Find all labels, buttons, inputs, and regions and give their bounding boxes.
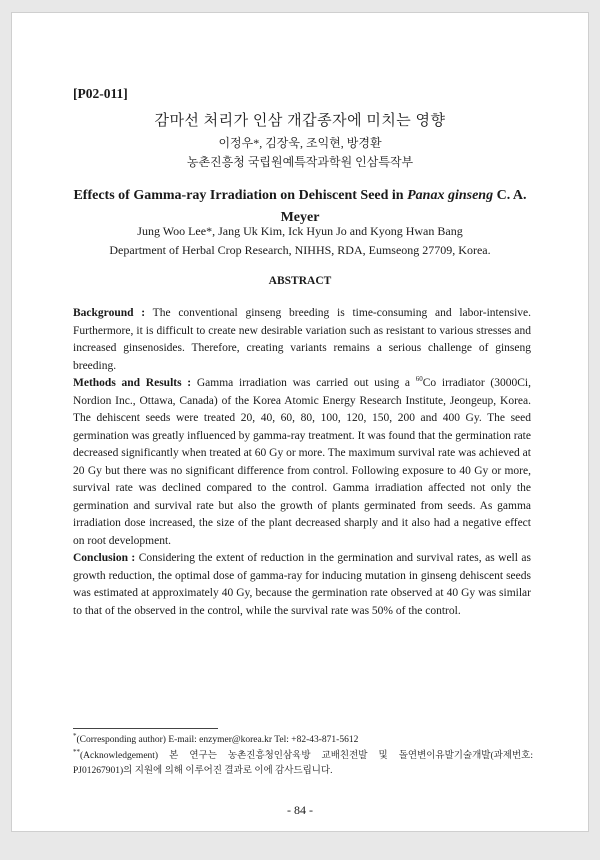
footnote-corresponding	[73, 733, 533, 748]
abstract-heading: ABSTRACT	[268, 275, 332, 287]
korean-title: 감마선 처리가 인삼 개갑종자에 미치는 영향	[154, 113, 446, 129]
background-label: Background :	[73, 307, 146, 319]
paper-page	[11, 12, 589, 832]
footnote-acknowledgement	[73, 749, 533, 779]
footnote-mark: *	[73, 731, 77, 740]
abstract-code: [P02-011]	[73, 86, 128, 101]
footnote-rule	[73, 728, 218, 729]
english-authors: Jung Woo Lee*, Jang Uk Kim, Ick Hyun Jo and Kyong Hwan Bang	[137, 224, 463, 238]
background-paragraph	[73, 305, 531, 375]
methods-label: Methods and Results :	[73, 377, 192, 389]
abstract-body	[73, 305, 531, 620]
conclusion-paragraph	[73, 550, 531, 620]
english-affiliation: Department of Herbal Crop Research, NIHHS, RDA, Eumseong 27709, Korea.	[109, 243, 491, 257]
title-text-before: Effects of Gamma-ray Irradiation on Dehiscent Seed in	[73, 188, 408, 203]
english-title	[62, 185, 538, 229]
isotope-mass: 60	[415, 375, 423, 384]
footnote-text: (Acknowledgement) 본 연구는 농촌진흥청인삼육방 교배친전발 및 돌연변이유발기술개발(과제번호: PJ01267901)의 지원에 의해 이루어진 결과로 이에 감사드립니다.	[73, 751, 533, 776]
page-number: - 84 -	[287, 803, 313, 817]
conclusion-text: Considering the extent of reduction in the germination and survival rates, as well as growth reduction, the optimal dose of gamma-ray for inducing mutation in ginseng dehiscent seeds was estimated at approximately 40 Gy, because the germination rate observed at 40 Gy was similar to that of the observed in the control, while the survival rate was 50% of the control.	[73, 552, 531, 617]
methods-paragraph	[73, 375, 531, 550]
footnote-mark: **	[73, 747, 80, 756]
background-text: The conventional ginseng breeding is time-consuming and labor-intensive. Furthermore, it is difficult to create new desirable variation such as resistant to various stresses and increased ginsenosides. Therefore, creating variants remains a serious challenge of ginseng breeding.	[73, 307, 531, 372]
title-text-after: C. A. Meyer	[280, 188, 527, 225]
methods-text-after: Co irradiator (3000Ci, Nordion Inc., Ottawa, Canada) of the Korea Atomic Energy Research Institute, Jeongeup, Korea. The dehiscent seeds were treated 20, 40, 60, 80, 100, 120, 150, 200 and 400 Gy. The seed germination was greatly influenced by gamma-ray treatment. It was found that the germination rate decreased significantly when treated at 60 Gy or more. The maximum survival rate was achieved at 20 Gy but there was no significant difference from control. Following exposure to 40 Gy or more, survival rate was declined compared to the control. Gamma irradiation affected not only the germination and survival rate but also the growth of plants germinated from seeds. As gamma irradiation dose increased, the size of the plant decreased sharply and it also had a negative effect on root development.	[73, 377, 531, 547]
korean-authors: 이정우*, 김장욱, 조익현, 방경환	[218, 136, 382, 150]
korean-affiliation: 농촌진흥청 국립원예특작과학원 인삼특작부	[186, 155, 414, 169]
conclusion-label: Conclusion :	[73, 552, 136, 564]
methods-text-before: Gamma irradiation was carried out using a	[191, 377, 416, 389]
footnote-text: (Corresponding author) E-mail: enzymer@korea.kr Tel: +82-43-871-5612	[76, 735, 359, 745]
title-species: Panax ginseng	[407, 188, 494, 203]
